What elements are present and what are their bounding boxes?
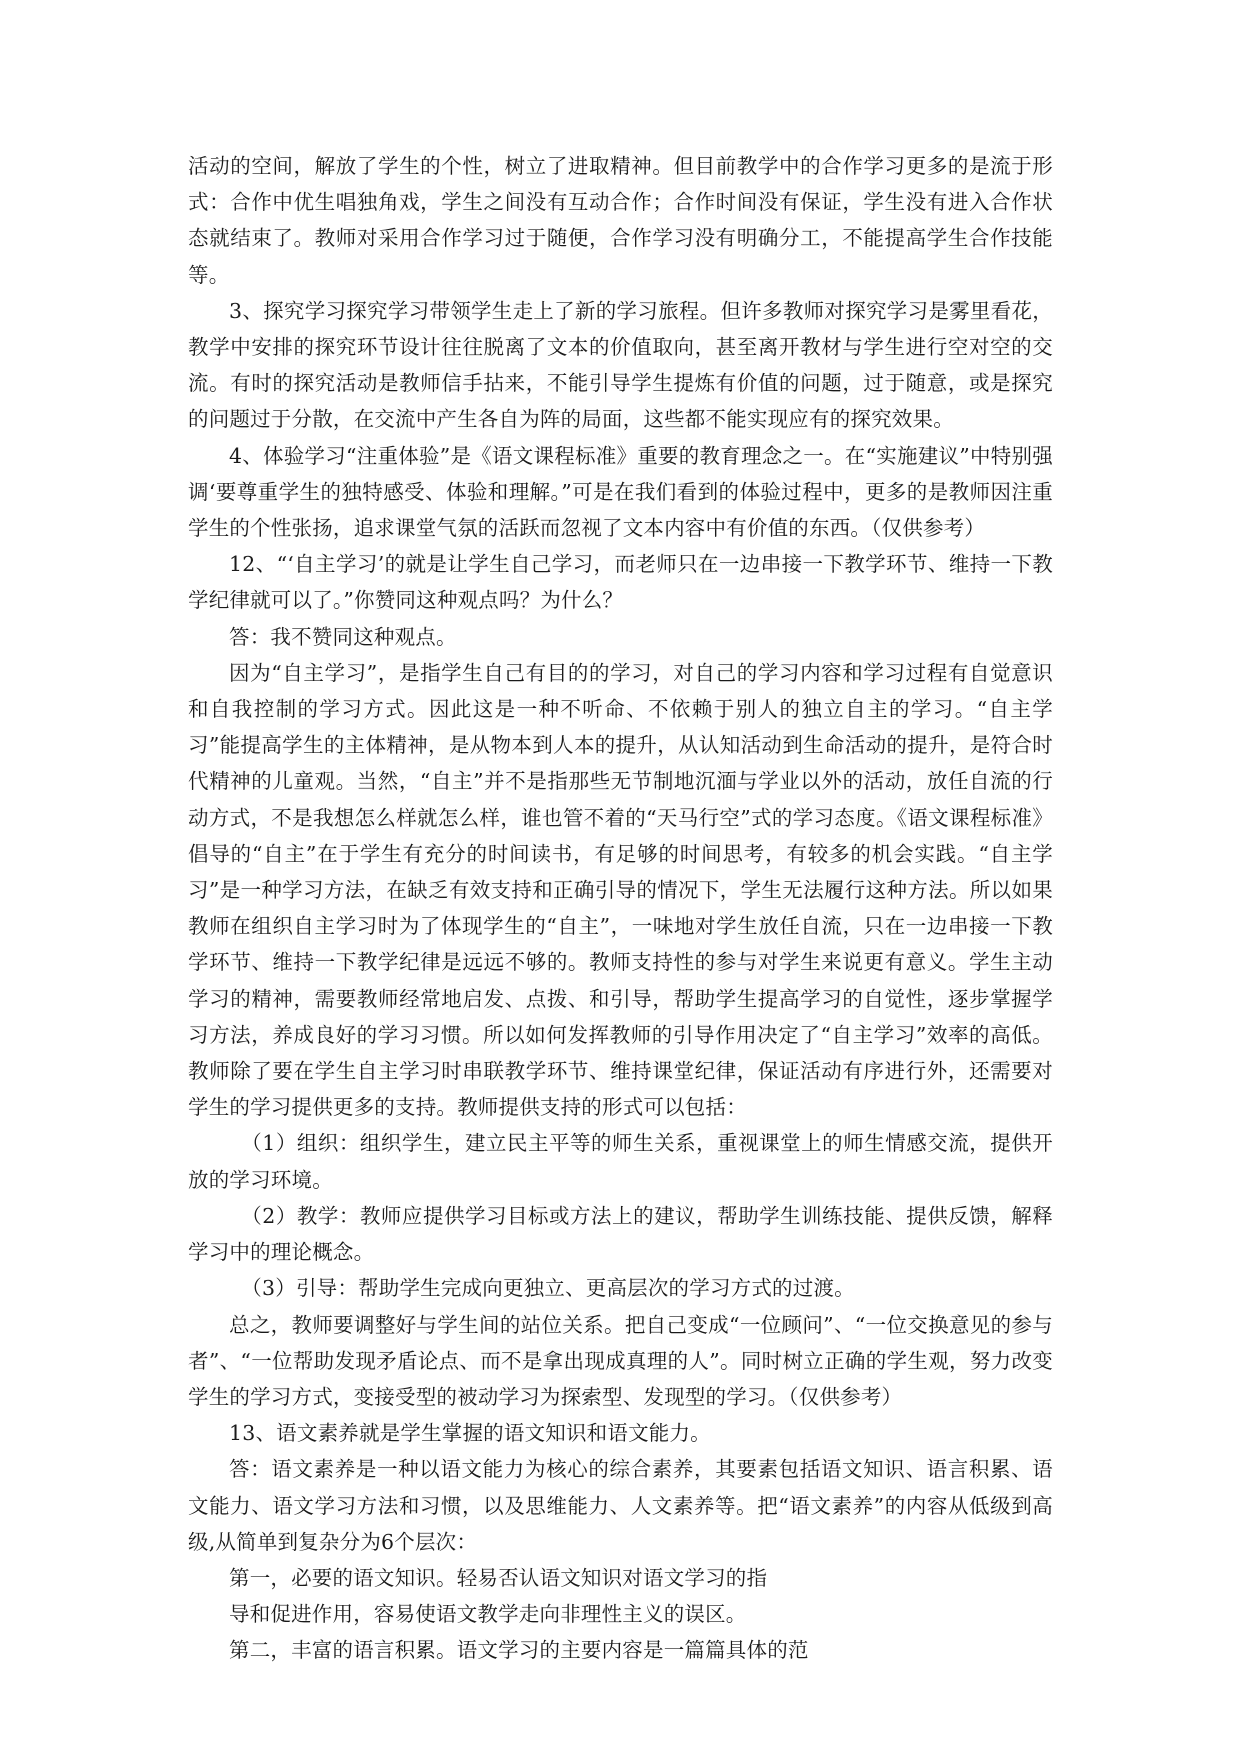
question-13: 13、语文素养就是学生掌握的语文知识和语文能力。 bbox=[229, 1421, 711, 1446]
support-form-organize: （1）组织：组织学生，建立民主平等的师生关系，重视课堂上的师生情感交流，提供开放的学习环境。 bbox=[188, 1131, 1053, 1192]
level-1-line-1: 第一，必要的语文知识。轻易否认语文知识对语文学习的指 bbox=[229, 1565, 768, 1590]
support-form-teach: （2）教学：教师应提供学习目标或方法上的建议，帮助学生训练技能、提供反馈，解释学习中的理论概念。 bbox=[188, 1203, 1053, 1265]
paragraph-cooperative-learning-continuation: 活动的空间，解放了学生的个性，树立了进取精神。但目前教学中的合作学习更多的是流于形式：合作中优生唱独角戏，学生之间没有互动合作；合作时间没有保证，学生没有进入合作状态就结束了。教师对采用合作学习过于随便，合作学习没有明确分工，不能提高学生合作技能等。 bbox=[188, 154, 1053, 287]
level-1-line-2: 导和促进作用，容易使语文教学走向非理性主义的误区。 bbox=[229, 1602, 747, 1627]
question-12: 12、“‘自主学习’的就是让学生自己学习，而老师只在一边串接一下教学环节、维持一下教学纪律就可以了。”你赞同这种观点吗？为什么？ bbox=[188, 552, 1053, 613]
answer-12-conclusion: 总之，教师要调整好与学生间的站位关系。把自己变成“一位顾问”、“一位交换意见的参与者”、“一位帮助发现矛盾论点、而不是拿出现成真理的人”。同时树立正确的学生观，努力改变学生的学习方式，变接受型的被动学习为探索型、发现型的学习。（仅供参考） bbox=[188, 1312, 1053, 1409]
document-body bbox=[188, 148, 1053, 1669]
answer-12-body: 因为“自主学习”，是指学生自己有目的的学习，对自己的学习内容和学习过程有自觉意识和自我控制的学习方式。因此这是一种不听命、不依赖于别人的独立自主的学习。“自主学习”能提高学生的主体精神，是从物本到人本的提升，从认知活动到生命活动的提升，是符合时代精神的儿童观。当然，“自主”并不是指那些无节制地沉湎与学业以外的活动，放任自流的行动方式，不是我想怎么样就怎么样，谁也管不着的“天马行空”式的学习态度。《语文课程标准》倡导的“自主”在于学生有充分的时间读书，有足够的时间思考，有较多的机会实践。“自主学习”是一种学习方法，在缺乏有效支持和正确引导的情况下，学生无法履行这种方法。所以如果教师在组织自主学习时为了体现学生的“自主”，一味地对学生放任自流，只在一边串接一下教学环节、维持一下教学纪律是远远不够的。教师支持性的参与对学生来说更有意义。学生主动学习的精神，需要教师经常地启发、点拨、和引导，帮助学生提高学习的自觉性，逐步掌握学习方法，养成良好的学习习惯。所以如何发挥教师的引导作用决定了“自主学习”效率的高低。教师除了要在学生自主学习时串联教学环节、维持课堂纪律，保证活动有序进行外，还需要对学生的学习提供更多的支持。教师提供支持的形式可以包括： bbox=[188, 660, 1053, 1120]
answer-13-intro: 答：语文素养是一种以语文能力为核心的综合素养，其要素包括语文知识、语言积累、语文能力、语文学习方法和习惯，以及思维能力、人文素养等。把“语文素养”的内容从低级到高级,从简单到复杂分为6个层次： bbox=[188, 1457, 1053, 1554]
answer-12-intro: 答：我不赞同这种观点。 bbox=[229, 624, 457, 649]
level-2-line-1: 第二，丰富的语言积累。语文学习的主要内容是一篇篇具体的范 bbox=[229, 1638, 809, 1663]
paragraph-experiential-learning: 4、体验学习“注重体验”是《语文课程标准》重要的教育理念之一。在“实施建议”中特别强调‘要尊重学生的独特感受、体验和理解。”可是在我们看到的体验过程中，更多的是教师因注重学生的个性张扬，追求课堂气氛的活跃而忽视了文本内容中有价值的东西。（仅供参考） bbox=[188, 443, 1053, 541]
support-form-guide: （3）引导：帮助学生完成向更独立、更高层次的学习方式的过渡。 bbox=[241, 1276, 855, 1301]
paragraph-inquiry-learning: 3、探究学习探究学习带领学生走上了新的学习旅程。但许多教师对探究学习是雾里看花，教学中安排的探究环节设计往往脱离了文本的价值取向，甚至离开教材与学生进行空对空的交流。有时的探究活动是教师信手拈来，不能引导学生提炼有价值的问题，过于随意，或是探究的问题过于分散，在交流中产生各自为阵的局面，这些都不能实现应有的探究效果。 bbox=[188, 298, 1053, 432]
